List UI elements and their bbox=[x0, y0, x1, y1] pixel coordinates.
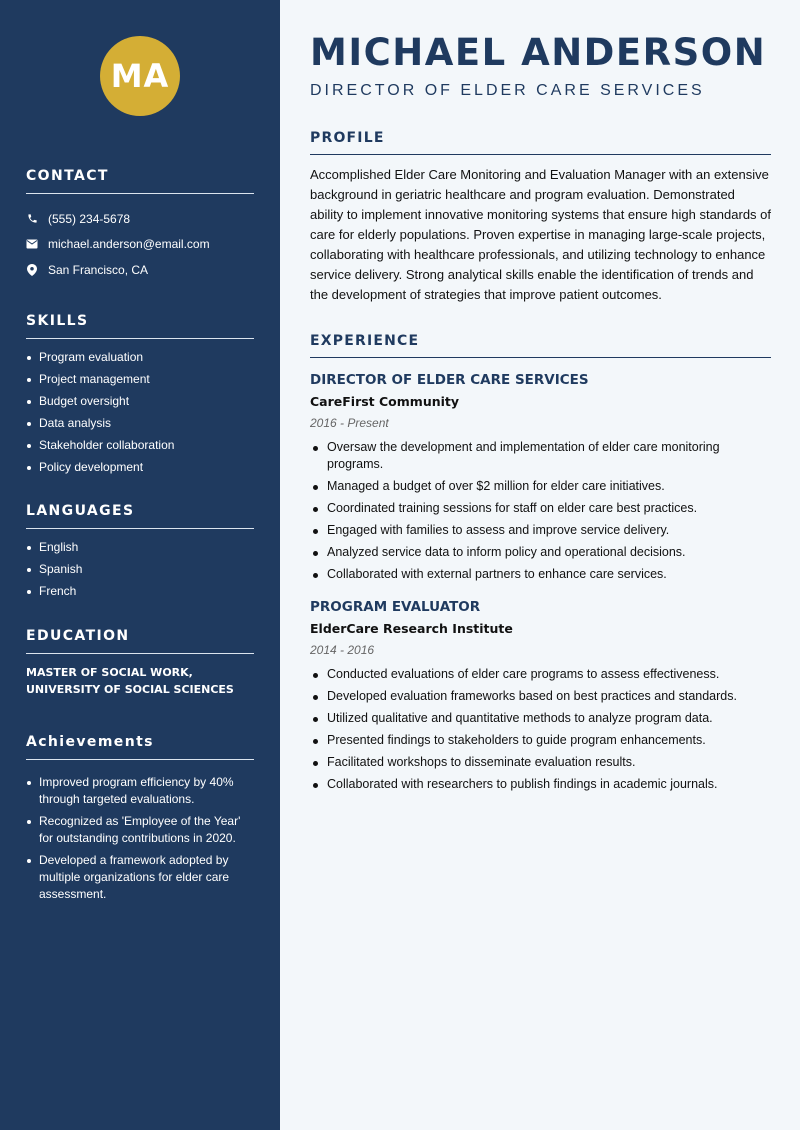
job-bullet: Coordinated training sessions for staff on elder care best practices. bbox=[310, 500, 771, 517]
experience-heading: EXPERIENCE bbox=[310, 333, 771, 358]
job-bullet: Developed evaluation frameworks based on best practices and standards. bbox=[310, 688, 771, 705]
contact-heading: CONTACT bbox=[26, 168, 254, 194]
contact-location bbox=[26, 257, 254, 283]
profile-heading: PROFILE bbox=[310, 130, 771, 155]
job-bullet: Facilitated workshops to disseminate evaluation results. bbox=[310, 754, 771, 771]
job-bullet: Collaborated with researchers to publish findings in academic journals. bbox=[310, 776, 771, 793]
job-dates: 2014 - 2016 bbox=[310, 643, 375, 657]
candidate-name: MICHAEL ANDERSON bbox=[310, 31, 767, 74]
job-bullet: Presented findings to stakeholders to guide program enhancements. bbox=[310, 732, 771, 749]
languages-section bbox=[26, 503, 254, 600]
education-section bbox=[26, 628, 254, 698]
email-icon bbox=[26, 238, 38, 250]
achievement-item: Developed a framework adopted by multiple organizations for elder care assessment. bbox=[26, 852, 254, 903]
skill-item: Budget oversight bbox=[26, 393, 254, 410]
contact-list bbox=[26, 206, 254, 283]
job-company: ElderCare Research Institute bbox=[310, 621, 513, 636]
skill-item: Project management bbox=[26, 371, 254, 388]
skill-item: Data analysis bbox=[26, 415, 254, 432]
job-entry bbox=[310, 372, 771, 583]
avatar-initials: MA bbox=[110, 57, 170, 95]
skills-section bbox=[26, 313, 254, 476]
skill-item: Policy development bbox=[26, 459, 254, 476]
contact-phone bbox=[26, 206, 254, 232]
job-bullet: Utilized qualitative and quantitative methods to analyze program data. bbox=[310, 710, 771, 727]
job-bullet: Collaborated with external partners to enhance care services. bbox=[310, 566, 771, 583]
job-role: PROGRAM EVALUATOR bbox=[310, 599, 481, 615]
skills-list bbox=[26, 349, 254, 476]
education-degree: MASTER OF SOCIAL WORK, UNIVERSITY OF SOCIAL SCIENCES bbox=[26, 665, 234, 696]
phone-icon bbox=[26, 213, 38, 225]
job-bullet: Analyzed service data to inform policy and operational decisions. bbox=[310, 544, 771, 561]
job-bullet: Oversaw the development and implementation of elder care monitoring programs. bbox=[310, 439, 771, 473]
job-bullet: Managed a budget of over $2 million for elder care initiatives. bbox=[310, 478, 771, 495]
job-entry bbox=[310, 599, 771, 793]
job-bullets bbox=[310, 666, 771, 793]
job-bullet: Conducted evaluations of elder care programs to assess effectiveness. bbox=[310, 666, 771, 683]
achievements-section bbox=[26, 734, 254, 903]
avatar bbox=[100, 36, 180, 116]
profile-section bbox=[310, 130, 771, 305]
contact-location-text: San Francisco, CA bbox=[48, 262, 149, 277]
profile-text: Accomplished Elder Care Monitoring and Evaluation Manager with an extensive background in geriatric healthcare and program evaluation. Demonstrated ability to implement innovative monitoring systems that ensure high standards of care for elderly populations. Proven expertise in managing large-scale projects, collaborating with healthcare professionals, and utilizing technology to enhance service delivery. Strong analytical skills enable the identification of trends and the development of strategies that improve patient outcomes. bbox=[310, 167, 772, 302]
job-bullet: Engaged with families to assess and improve service delivery. bbox=[310, 522, 771, 539]
language-item: English bbox=[26, 539, 254, 556]
main-content bbox=[280, 0, 800, 1130]
contact-section bbox=[26, 168, 254, 283]
language-item: Spanish bbox=[26, 561, 254, 578]
languages-heading: LANGUAGES bbox=[26, 503, 254, 529]
candidate-title: DIRECTOR OF ELDER CARE SERVICES bbox=[310, 82, 705, 99]
skill-item: Program evaluation bbox=[26, 349, 254, 366]
skill-item: Stakeholder collaboration bbox=[26, 437, 254, 454]
languages-list bbox=[26, 539, 254, 600]
education-heading: EDUCATION bbox=[26, 628, 254, 654]
location-pin-icon bbox=[26, 264, 38, 276]
language-item: French bbox=[26, 583, 254, 600]
sidebar bbox=[0, 0, 280, 1130]
achievement-item: Improved program efficiency by 40% through targeted evaluations. bbox=[26, 774, 254, 808]
achievements-list bbox=[26, 774, 254, 903]
job-role: DIRECTOR OF ELDER CARE SERVICES bbox=[310, 372, 589, 388]
contact-phone-text: (555) 234-5678 bbox=[48, 211, 131, 226]
contact-email-text: michael.anderson@email.com bbox=[48, 237, 210, 252]
job-bullets bbox=[310, 439, 771, 583]
job-company: CareFirst Community bbox=[310, 394, 460, 409]
contact-email bbox=[26, 232, 254, 258]
experience-section bbox=[310, 333, 771, 793]
job-dates: 2016 - Present bbox=[310, 416, 389, 430]
achievements-heading: Achievements bbox=[26, 734, 254, 760]
skills-heading: SKILLS bbox=[26, 313, 254, 339]
achievement-item: Recognized as 'Employee of the Year' for outstanding contributions in 2020. bbox=[26, 813, 254, 847]
